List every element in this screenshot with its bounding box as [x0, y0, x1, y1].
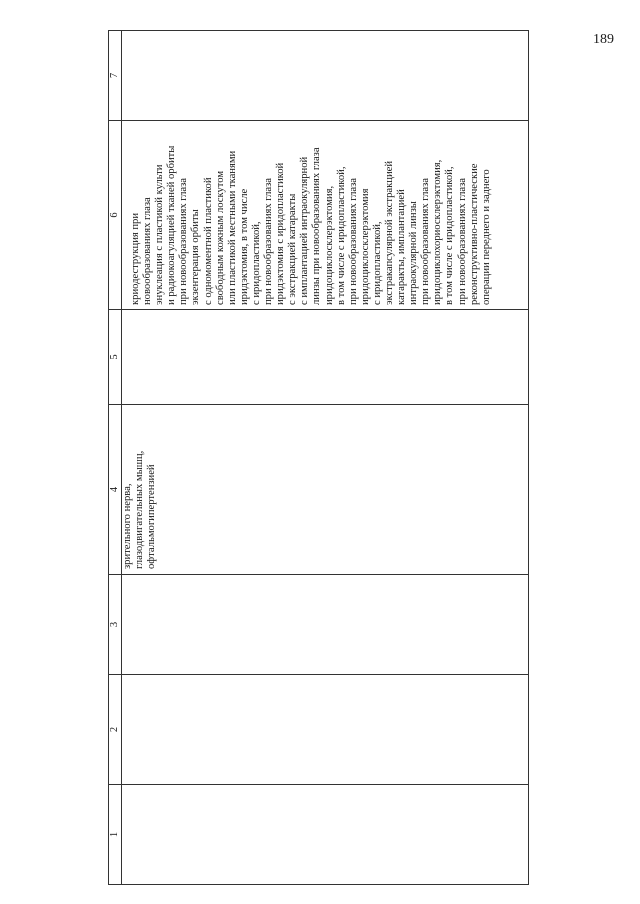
text-line: при новообразованиях глаза — [178, 178, 190, 305]
table-row — [122, 31, 529, 885]
text-line: иридэктомия, в том числе — [238, 188, 250, 305]
column-header-3: 3 — [109, 575, 122, 675]
page-number: 189 — [593, 32, 614, 47]
text-line: свободным кожным лоскутом — [214, 170, 226, 305]
column-header-7: 7 — [109, 31, 122, 121]
cell-col-5 — [122, 310, 529, 405]
text-line: в том числе с иридопластикой, — [335, 166, 347, 305]
text-line: экзентерация орбиты — [190, 209, 202, 305]
cell-col-7 — [122, 31, 529, 121]
column-header-1: 1 — [109, 785, 122, 885]
text-line: иридоциклосклерэктомия — [359, 188, 371, 305]
text-line: зрительного нерва, — [122, 483, 133, 569]
table-header-row — [109, 31, 122, 885]
column-header-5: 5 — [109, 310, 122, 405]
text-line: новообразованиях глаза — [142, 197, 154, 305]
cell-col-6 — [122, 121, 529, 310]
text-line: с имплантацией интраокулярной — [299, 156, 311, 305]
column-header-2: 2 — [109, 675, 122, 785]
text-line: линзы при новообразованиях глаза — [311, 147, 323, 305]
diagnosis-text — [122, 405, 158, 574]
cell-col-3 — [122, 575, 529, 675]
column-header-6: 6 — [109, 121, 122, 310]
text-line: с экстракцией катаракты — [287, 193, 299, 305]
column-header-4: 4 — [109, 405, 122, 575]
text-line: при новообразованиях глаза — [420, 178, 432, 305]
text-line: энуклеация с пластикой культи — [154, 164, 166, 305]
text-line: глазодвигательных мышц, — [134, 450, 146, 569]
text-line: с иридопластикой, — [371, 221, 383, 305]
cell-col-2 — [122, 675, 529, 785]
text-line: с иридопластикой, — [250, 221, 262, 305]
procedures-table — [108, 30, 529, 885]
cell-col-4 — [122, 405, 529, 575]
text-line: при новообразованиях глаза — [263, 178, 275, 305]
text-line: при новообразованиях глаза — [347, 178, 359, 305]
text-line: операции переднего и заднего — [480, 169, 492, 305]
text-line: катаракты, имплантацией — [396, 189, 408, 305]
text-line: интраокулярной линзы — [408, 201, 420, 305]
treatment-methods-text — [122, 121, 493, 309]
text-line: криодеструкция при — [130, 212, 141, 305]
text-line: иридоциклохориосклерэктомия, — [432, 159, 444, 305]
text-line: реконструктивно-пластические — [468, 163, 480, 305]
text-line: офтальмогипертензией — [146, 464, 158, 569]
text-line: экстракапсулярной экстракцией — [383, 161, 395, 305]
text-line: и радиокоагуляцией тканей орбиты — [166, 145, 178, 305]
text-line: или пластикой местными тканями — [226, 150, 238, 305]
text-line: иридэктомия с иридопластикой — [275, 162, 287, 305]
text-line: при новообразованиях глаза — [456, 178, 468, 305]
text-line: в том числе с иридопластикой, — [444, 166, 456, 305]
cell-col-1 — [122, 785, 529, 885]
text-line: иридоциклосклерэктомия, — [323, 185, 335, 305]
text-line: с одномоментной пластикой — [202, 177, 214, 305]
